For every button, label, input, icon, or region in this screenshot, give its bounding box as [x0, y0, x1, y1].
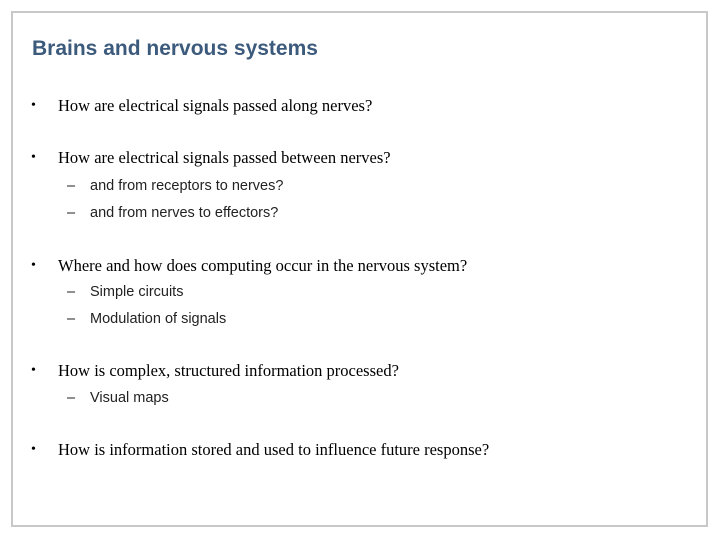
bullet-2-sub-1: and from receptors to nerves? — [90, 178, 284, 194]
bullet-marker: • — [31, 150, 36, 165]
sub-marker: – — [67, 284, 76, 300]
sub-marker: – — [67, 205, 76, 221]
bullet-3-sub-2: Modulation of signals — [90, 311, 227, 327]
bullet-2-sub-2: and from nerves to effectors? — [90, 205, 279, 221]
bullet-4-sub-1: Visual maps — [90, 390, 169, 406]
bullet-marker: • — [31, 98, 36, 113]
bullet-1-text: How are electrical signals passed along nerves? — [58, 96, 373, 115]
slide-title: Brains and nervous systems — [32, 37, 318, 60]
bullet-3-text: Where and how does computing occur in the nervous system? — [58, 256, 468, 275]
sub-marker: – — [67, 311, 76, 327]
bullet-marker: • — [31, 258, 36, 273]
bullet-marker: • — [31, 442, 36, 457]
bullet-5-text: How is information stored and used to influence future response? — [58, 440, 490, 459]
bullet-4-text: How is complex, structured information processed? — [58, 361, 399, 380]
sub-marker: – — [67, 178, 76, 194]
sub-marker: – — [67, 390, 76, 406]
bullet-3-sub-1: Simple circuits — [90, 284, 184, 300]
bullet-2-text: How are electrical signals passed between nerves? — [58, 148, 391, 167]
bullet-marker: • — [31, 363, 36, 378]
